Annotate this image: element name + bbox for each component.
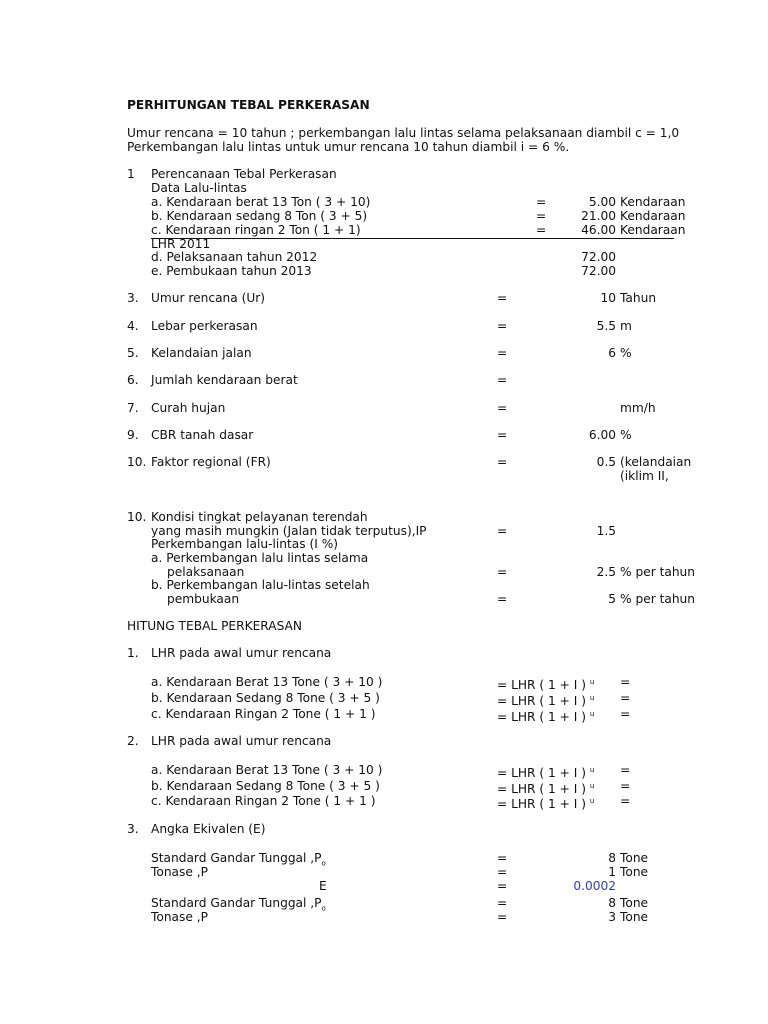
traffic-row-unit: Kendaraan [620,223,686,237]
section-number: 10. [127,510,147,524]
lhr-row-label: b. Kendaraan Sedang 8 Tone ( 3 + 5 ) [151,779,380,793]
param-label: Kelandaian jalan [151,346,252,360]
equals-sign: = [497,865,508,879]
param-number: 3. [127,291,139,305]
equals-sign: = [620,763,631,777]
ekivalen-label: Standard Gandar Tunggal $,P_o$ [151,851,326,868]
equals-sign: = [497,291,508,305]
section-heading: Angka Ekivalen (E) [151,822,266,836]
equals-sign: = [620,779,631,793]
lhr-row-label: c. Kendaraan Ringan 2 Tone ( 1 + 1 ) [151,794,376,808]
ekivalen-value: 8 [608,896,616,910]
equals-sign: = [497,565,508,579]
fr-note: (iklim II, [620,469,669,483]
traffic-row-unit: Kendaraan [620,195,686,209]
equals-sign: = [497,346,508,360]
kondisi-text: yang masih mungkin (Jalan tidak terputus),IP [151,524,427,538]
traffic-row-label: e. Pembukaan tahun 2013 [151,264,312,278]
param-value: 10 [600,291,616,305]
traffic-row-value: 46.00 [581,223,616,237]
equals-sign: = [497,896,508,910]
traffic-row-value: 72.00 [581,264,616,278]
ekivalen-unit: Tone [620,865,649,879]
page-title: PERHITUNGAN TEBAL PERKERASAN [127,98,370,112]
traffic-row-label: b. Kendaraan sedang 8 Ton ( 3 + 5) [151,209,368,223]
growth-unit: % per tahun [620,565,695,579]
ekivalen-value: 8 [608,851,616,865]
section-heading: Perencanaan Tebal Perkerasan [151,167,337,181]
traffic-row-label: c. Kendaraan ringan 2 Ton ( 1 + 1) [151,223,361,237]
param-unit: m [620,319,632,333]
param-number: 6. [127,373,139,387]
lhr-formula: = LHR ( 1 + I ) $^u$ [497,797,595,812]
ekivalen-unit: Tone [620,910,649,924]
equals-sign: = [536,195,547,209]
kondisi-text: Kondisi tingkat pelayanan terendah [151,510,368,524]
lhr-formula: = LHR ( 1 + I ) $^u$ [497,710,595,725]
section-number: 2. [127,734,139,748]
equals-sign: = [497,851,508,865]
param-unit: % [620,346,632,360]
ekivalen-label: E [319,879,327,893]
equals-sign: = [497,879,508,893]
intro-line: Umur rencana = 10 tahun ; perkembangan lalu lintas selama pelaksanaan diambil c = 1,0 [127,126,680,140]
section-subheading: Data Lalu-lintas [151,181,247,195]
equals-sign: = [497,524,508,538]
param-number: 5. [127,346,139,360]
kondisi-text: a. Perkembangan lalu lintas selama [151,551,369,565]
kondisi-text: Perkembangan lalu-lintas (I %) [151,537,339,551]
section-number: 1. [127,646,139,660]
growth-value: 5 [608,592,616,606]
equals-sign: = [536,209,547,223]
param-label: Umur rencana (Ur) [151,291,266,305]
section-number: 1 [127,167,135,181]
ekivalen-unit: Tone [620,896,649,910]
section-title: HITUNG TEBAL PERKERASAN [127,619,303,633]
param-label: Curah hujan [151,401,226,415]
equals-sign: = [497,455,508,469]
traffic-row-value: 21.00 [581,209,616,223]
equals-sign: = [497,319,508,333]
param-label: CBR tanah dasar [151,428,254,442]
traffic-row-label: d. Pelaksanaan tahun 2012 [151,250,318,264]
ekivalen-unit: Tone [620,851,649,865]
traffic-row-value: 5.00 [588,195,616,209]
lhr-label: LHR 2011 [151,237,211,251]
lhr-formula: = LHR ( 1 + I ) $^u$ [497,766,595,781]
param-value: 6 [608,346,616,360]
growth-value: 2.5 [596,565,616,579]
equals-sign: = [497,428,508,442]
lhr-formula: = LHR ( 1 + I ) $^u$ [497,678,595,693]
kondisi-text: b. Perkembangan lalu-lintas setelah [151,578,370,592]
lhr-row-label: c. Kendaraan Ringan 2 Tone ( 1 + 1 ) [151,707,376,721]
equals-sign: = [536,223,547,237]
intro-line: Perkembangan lalu lintas untuk umur rencana 10 tahun diambil i = 6 %. [127,140,570,154]
param-unit: mm/h [620,401,656,415]
param-label: Faktor regional (FR) [151,455,271,469]
ekivalen-label: Standard Gandar Tunggal $,P_o$ [151,896,326,913]
param-unit: % [620,428,632,442]
section-heading: LHR pada awal umur rencana [151,734,332,748]
traffic-row-unit: Kendaraan [620,209,686,223]
ekivalen-value: 1 [608,865,616,879]
section-heading: LHR pada awal umur rencana [151,646,332,660]
ip-value: 1.5 [596,524,616,538]
lhr-formula: = LHR ( 1 + I ) $^u$ [497,694,595,709]
param-label: Lebar perkerasan [151,319,258,333]
ekivalen-label: Tonase ,P [151,910,208,924]
equals-sign: = [497,910,508,924]
param-number: 7. [127,401,139,415]
kondisi-text: pembukaan [167,592,240,606]
param-value: 5.5 [596,319,616,333]
equals-sign: = [620,707,631,721]
lhr-row-label: b. Kendaraan Sedang 8 Tone ( 3 + 5 ) [151,691,380,705]
sum-separator-line [151,238,674,239]
param-unit: (kelandaian [620,455,692,469]
traffic-row-label: a. Kendaraan berat 13 Ton ( 3 + 10) [151,195,371,209]
kondisi-text: pelaksanaan [167,565,245,579]
param-unit: Tahun [620,291,657,305]
traffic-row-value: 72.00 [581,250,616,264]
param-number: 9. [127,428,139,442]
equals-sign: = [620,675,631,689]
param-value: 0.5 [596,455,616,469]
lhr-row-label: a. Kendaraan Berat 13 Tone ( 3 + 10 ) [151,675,383,689]
equals-sign: = [620,794,631,808]
section-number: 3. [127,822,139,836]
param-number: 4. [127,319,139,333]
ekivalen-value: 3 [608,910,616,924]
ekivalen-label: Tonase ,P [151,865,208,879]
param-number: 10. [127,455,147,469]
param-label: Jumlah kendaraan berat [151,373,298,387]
equals-sign: = [497,401,508,415]
lhr-row-label: a. Kendaraan Berat 13 Tone ( 3 + 10 ) [151,763,383,777]
lhr-formula: = LHR ( 1 + I ) $^u$ [497,782,595,797]
equals-sign: = [620,691,631,705]
growth-unit: % per tahun [620,592,695,606]
param-value: 6.00 [588,428,616,442]
equals-sign: = [497,592,508,606]
ekivalen-result-value: 0.0002 [573,879,616,893]
equals-sign: = [497,373,508,387]
